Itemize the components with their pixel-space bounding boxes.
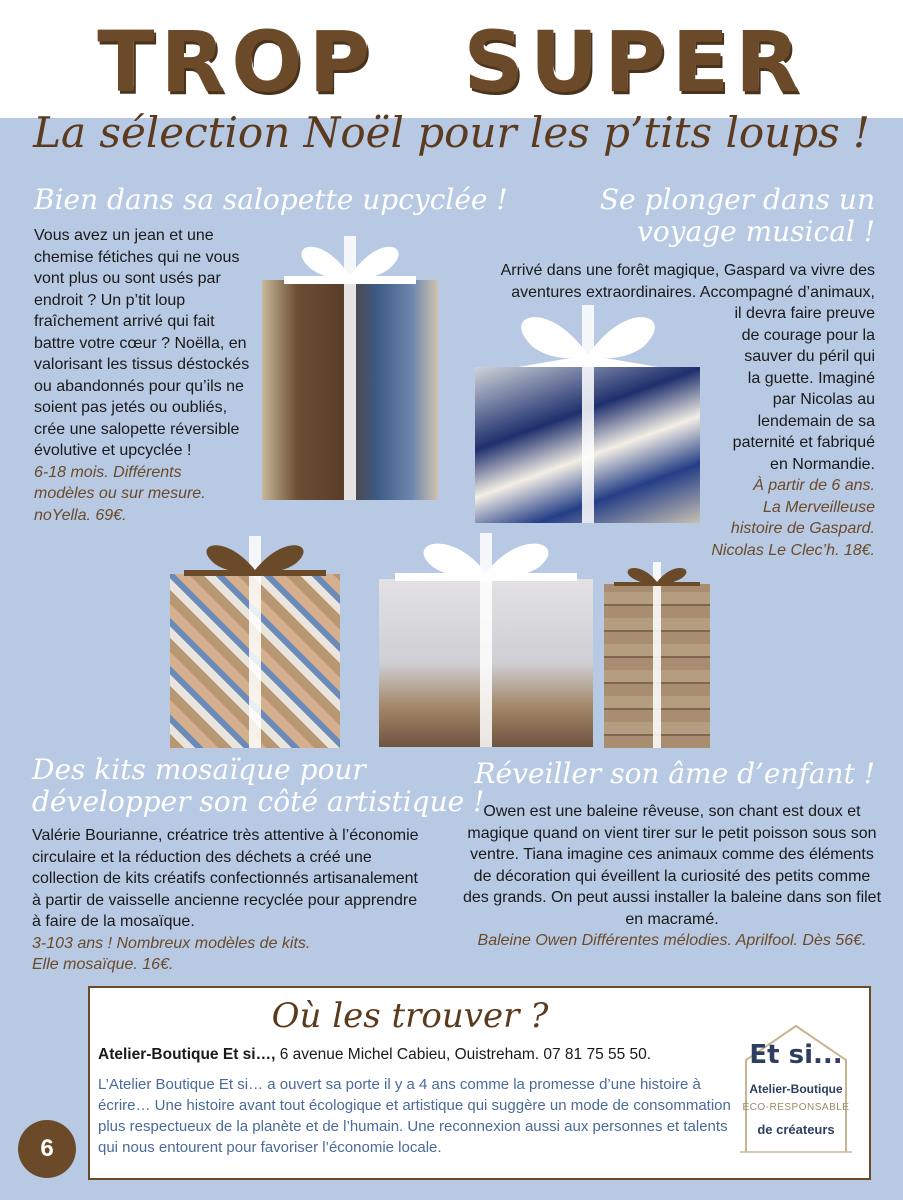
- where-to-find-box: [88, 986, 871, 1180]
- gift-bow-icon: [612, 562, 702, 586]
- musical-text-line-2: aventures extraordinaires. Accompagné d’animaux,: [511, 283, 875, 301]
- where-description: L’Atelier Boutique Et si… a ouvert sa porte il y a 4 ans comme la promesse d’une histoire à écrire… Une histoire avant tout écologique et artistique qui suggère un mode de consommation plus respectueux de la planète et de l’humain. Une reconnexion aussi aux personnes et talents qui nous entourent pour favoriser l’économie locale.: [98, 1076, 731, 1156]
- gift-photo-overalls: [262, 236, 438, 500]
- title-word-super: SUPER: [463, 13, 806, 111]
- musical-note-2: La Merveilleuse: [762, 498, 875, 516]
- section-text-mosaique: [32, 825, 424, 976]
- salopette-description: Vous avez un jean et une chemise fétiches qui ne vous vont plus ou sont usés par endroit ? Un p’tit loup fraîchement arrivé qui fait battre votre cœur ? Noëlla, en valorisant les tissus déstockés ou abandonnés pour qu’ils ne soient pas jetés ou oubliés, crée une salopette réversible évolutive et upcyclée !: [34, 227, 250, 459]
- gift-ribbon: [653, 562, 661, 748]
- musical-text-line-7: par Nicolas au: [772, 391, 875, 408]
- musical-text-line-9: paternité et fabriqué: [732, 434, 875, 451]
- salopette-note-3: noYella. 69€.: [34, 506, 127, 524]
- musical-text-line-1: Arrivé dans une forêt magique, Gaspard va vivre des: [500, 262, 875, 279]
- musical-note-1: À partir de 6 ans.: [753, 477, 875, 494]
- section-title-mosaique: [32, 754, 484, 818]
- shop-logo: [734, 1014, 858, 1164]
- where-title: Où les trouver ?: [271, 996, 549, 1036]
- page-number: 6: [18, 1120, 76, 1178]
- page-title: [0, 14, 903, 110]
- section-text-salopette: [34, 225, 254, 526]
- enfant-note: Baleine Owen Différentes mélodies. Aprilfool. Dès 56€.: [477, 932, 867, 949]
- shop-name: Atelier-Boutique Et si…,: [98, 1046, 276, 1063]
- musical-text-line-10: en Normandie.: [770, 455, 875, 473]
- mosaique-title-line-2: développer son côté artistique !: [32, 785, 485, 818]
- section-title-salopette: Bien dans sa salopette upcyclée !: [34, 183, 508, 216]
- section-title-musical: [600, 184, 875, 248]
- title-word-trop: TROP: [97, 13, 377, 111]
- enfant-description: Owen est une baleine rêveuse, son chant est doux et magique quand on vient tirer sur le petit poisson sous son ventre. Tiana imagine ces animaux comme des éléments de décoration qui éveillent la curiosité des petits comme des grands. On peut aussi installer la baleine dans son filet en macramé.: [462, 803, 882, 928]
- logo-subtitle-1: Atelier-Boutique: [749, 1082, 843, 1096]
- section-title-enfant: Réveiller son âme d’enfant !: [474, 757, 875, 790]
- shop-address: 6 avenue Michel Cabieu, Ouistreham. 07 81 75 55 50.: [275, 1046, 652, 1063]
- gift-photo-mosaic: [170, 536, 340, 748]
- section-text-enfant: [462, 801, 882, 952]
- musical-text-line-3: il devra faire preuve: [734, 305, 875, 322]
- mosaique-note-2: Elle mosaïque. 16€.: [32, 956, 174, 973]
- gift-bow-icon: [280, 236, 420, 284]
- musical-note-4: Nicolas Le Clec’h. 18€.: [711, 541, 875, 559]
- logo-subtitle-2: ÉCO-RESPONSABLE: [742, 1102, 850, 1113]
- gift-bow-icon: [488, 305, 688, 367]
- where-address: [98, 1046, 738, 1064]
- gift-bow-icon: [391, 533, 581, 581]
- musical-title-line-2: voyage musical !: [637, 215, 875, 248]
- gift-photo-crate: [604, 562, 710, 748]
- mosaique-description: Valérie Bourianne, créatrice très attentive à l’économie circulaire et la réduction des déchets a créé une collection de kits créatifs confectionnés artisanalement à partir de vaisselle ancienne recyclée pour apprendre à faire de la mosaïque.: [32, 827, 419, 930]
- musical-text-line-4: de courage pour la: [741, 326, 875, 344]
- gift-photo-book: [475, 305, 700, 523]
- gift-bow-icon: [180, 536, 330, 576]
- musical-text-line-6: la guette. Imaginé: [747, 369, 875, 387]
- musical-text-line-8: lendemain de sa: [757, 412, 875, 430]
- musical-title-line-1: Se plonger dans un: [599, 183, 875, 216]
- salopette-note-1: 6-18 mois. Différents: [34, 463, 182, 481]
- mosaique-note-1: 3-103 ans ! Nombreux modèles de kits.: [32, 934, 311, 952]
- mosaique-title-line-1: Des kits mosaïque pour: [32, 753, 366, 786]
- musical-note-3: histoire de Gaspard.: [730, 520, 875, 537]
- logo-subtitle-3: de créateurs: [757, 1122, 835, 1137]
- gift-photo-whale: [379, 533, 593, 747]
- logo-main-text: Et si...: [749, 1040, 843, 1070]
- musical-text-line-5: sauver du péril qui: [744, 348, 875, 365]
- page-subtitle: La sélection Noël pour les p’tits loups !: [33, 108, 870, 157]
- salopette-note-2: modèles ou sur mesure.: [34, 485, 206, 502]
